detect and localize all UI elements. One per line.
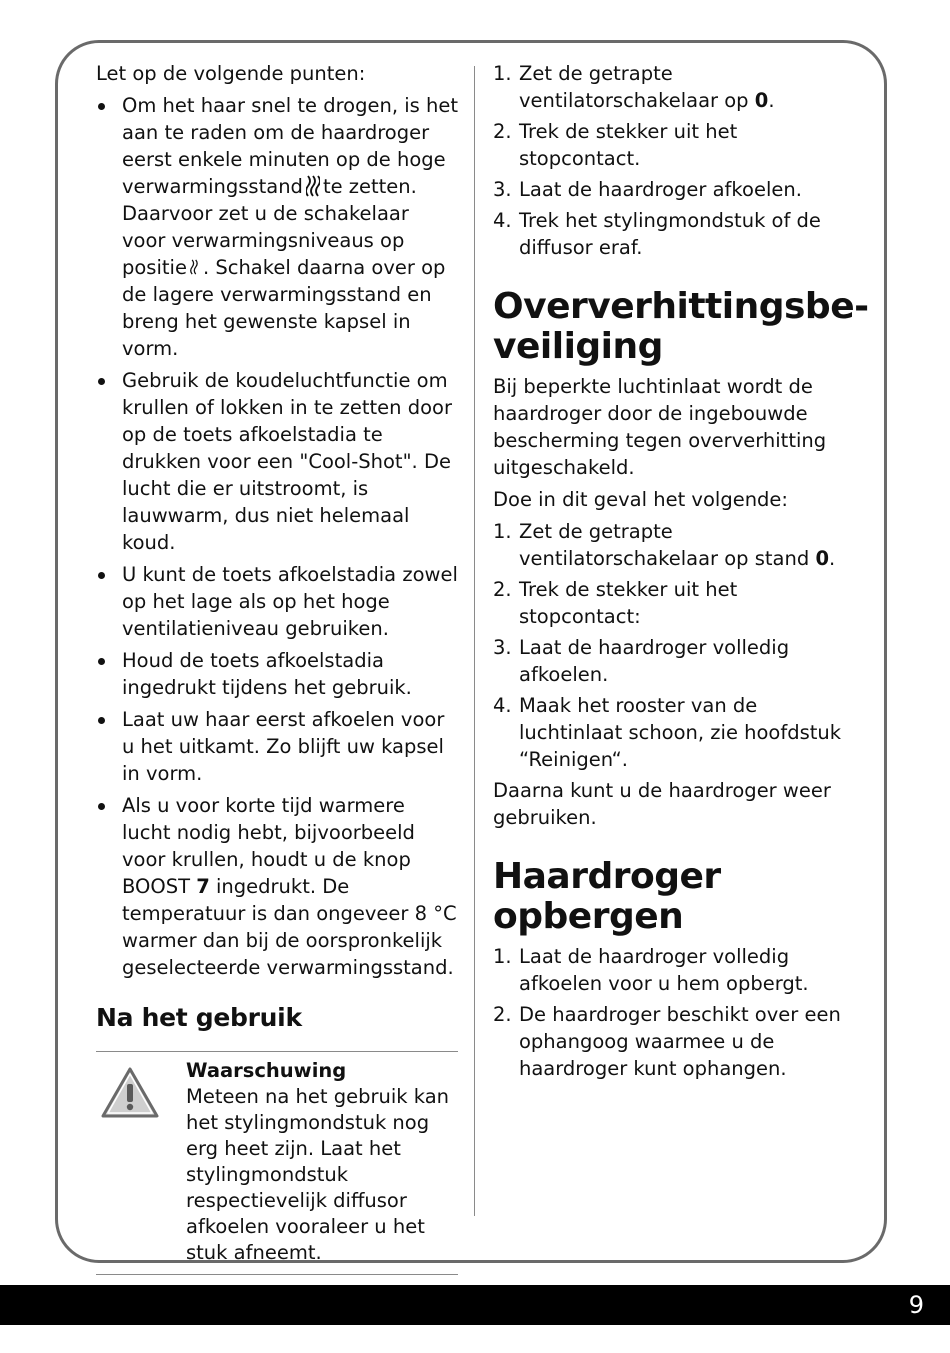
list-item: 2. Trek de stekker uit het stopcontact: xyxy=(493,578,738,628)
list-item: 2. De haardroger beschikt over een ophangoog waarmee u de haardroger kunt ophangen. xyxy=(493,1003,841,1080)
list-item: 4. Trek het stylingmondstuk of de diffusor eraf. xyxy=(493,209,821,259)
list-item: 1. Zet de getrapte ventilatorschakelaar op 0. xyxy=(493,62,775,112)
list-item: 3. Laat de haardroger afkoelen. xyxy=(493,178,802,201)
list-item: Houd de toets afkoelstadia ingedrukt tijdens het gebruik. xyxy=(96,647,458,701)
warning-box xyxy=(96,1051,458,1275)
list-item: 3. Laat de haardroger volledig afkoelen. xyxy=(493,636,790,686)
warning-body: Meteen na het gebruik kan het stylingmondstuk nog erg heet zijn. Laat het stylingmondstuk respectievelijk diffusor afkoelen vooraleer u het stuk afneemt. xyxy=(186,1085,450,1264)
overheat-paragraph: Bij beperkte luchtinlaat wordt de haardroger door de ingebouwde bescherming tegen oververhitting uitgeschakeld. xyxy=(493,375,827,479)
intro-text: Let op de volgende punten: xyxy=(96,62,366,85)
footer-bar xyxy=(0,1285,950,1325)
heat-high-icon xyxy=(306,175,320,197)
page-number: 9 xyxy=(908,1291,924,1319)
overheat-after-text: Daarna kunt u de haardroger weer gebruiken. xyxy=(493,779,831,829)
list-item: 2. Trek de stekker uit het stopcontact. xyxy=(493,120,738,170)
overheat-heading: Oververhittingsbe-veiliging xyxy=(493,286,869,367)
overheat-lead: Doe in dit geval het volgende: xyxy=(493,488,789,511)
storage-steps-list xyxy=(493,943,863,1082)
tips-list xyxy=(96,92,458,981)
list-item: 1. Laat de haardroger volledig afkoelen voor u hem opbergt. xyxy=(493,945,809,995)
column-divider xyxy=(474,66,475,1216)
warning-triangle-icon xyxy=(100,1066,160,1120)
storage-heading: Haardroger opbergen xyxy=(493,856,721,937)
heat-low-icon xyxy=(190,256,200,278)
warning-title: Waarschuwing xyxy=(186,1059,347,1082)
list-item: 1. Zet de getrapte ventilatorschakelaar op stand 0. xyxy=(493,520,836,570)
list-item: Laat uw haar eerst afkoelen voor u het uitkamt. Zo blijft uw kapsel in vorm. xyxy=(96,706,458,787)
list-item: Als u voor korte tijd warmere lucht nodig hebt, bijvoorbeeld voor krullen, houdt u de knop BOOST 7 ingedrukt. De temperatuur is dan ongeveer 8 °C warmer dan bij de oorspronkelijk geselecteerde verwarmingsstand. xyxy=(96,792,458,981)
top-steps-list xyxy=(493,60,863,261)
warning-text xyxy=(186,1058,458,1266)
after-use-heading: Na het gebruik xyxy=(96,1003,302,1032)
list-item: Gebruik de koudeluchtfunctie om krullen of lokken in te zetten door op de toets afkoelstadia te drukken voor een "Cool-Shot". De lucht die er uitstroomt, is lauwwarm, dus niet helemaal koud. xyxy=(96,367,458,556)
list-item: 4. Maak het rooster van de luchtinlaat schoon, zie hoofdstuk “Reinigen“. xyxy=(493,694,842,771)
list-item: Om het haar snel te drogen, is het aan te raden om de haardroger eerst enkele minuten op de hoge verwarmingsstand te zetten. Daarvoor zet u de schakelaar voor verwarmingsniveaus op positie . Schakel daarna over op de lagere verwarmingsstand en breng het gewenste kapsel in vorm. xyxy=(96,92,458,362)
list-item: U kunt de toets afkoelstadia zowel op het lage als op het hoge ventilatieniveau gebruiken. xyxy=(96,561,458,642)
right-column xyxy=(493,60,869,1086)
left-column xyxy=(96,60,458,1275)
overheat-steps-list xyxy=(493,518,863,773)
